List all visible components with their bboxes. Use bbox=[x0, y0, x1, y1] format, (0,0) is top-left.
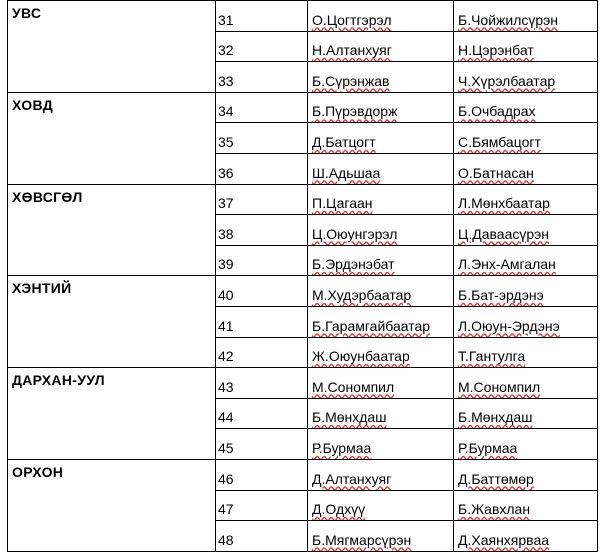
candidate-name-cell bbox=[308, 429, 454, 460]
second-candidate-name: Т.Гантулга bbox=[458, 348, 526, 365]
candidate-name-cell bbox=[308, 276, 454, 307]
second-candidate-name: Ц.Даваасүрэн bbox=[458, 225, 550, 242]
second-candidate-name: Д.Баттөмөр bbox=[458, 470, 534, 487]
second-candidate-name: Б.Мөнхдаш bbox=[458, 409, 533, 426]
second-candidate-name-cell bbox=[454, 490, 598, 521]
district-number: 41 bbox=[216, 306, 308, 337]
candidate-name-cell bbox=[308, 215, 454, 246]
district-number: 36 bbox=[216, 153, 308, 184]
table-row bbox=[8, 184, 598, 215]
second-candidate-name: О.Батнасан bbox=[458, 164, 534, 181]
table-row bbox=[8, 1, 598, 32]
candidate-name-cell bbox=[308, 490, 454, 521]
table-row bbox=[8, 459, 598, 490]
candidate-name: Д.Батцогт bbox=[312, 133, 376, 150]
second-candidate-name-cell bbox=[454, 459, 598, 490]
candidate-name: Б.Эрдэнэбат bbox=[312, 256, 395, 273]
candidate-name: М.Худэрбаатар bbox=[312, 286, 412, 303]
candidate-name-cell bbox=[308, 184, 454, 215]
district-number: 37 bbox=[216, 184, 308, 215]
region-name: ОРХОН bbox=[8, 459, 216, 551]
candidate-name: Ж.Оюунбаатар bbox=[312, 348, 410, 365]
table-row bbox=[8, 92, 598, 123]
candidate-name-cell bbox=[308, 92, 454, 123]
district-number: 40 bbox=[216, 276, 308, 307]
second-candidate-name-cell bbox=[454, 1, 598, 32]
candidates-table bbox=[7, 0, 598, 552]
region-name: ХОВД bbox=[8, 92, 216, 184]
candidate-name-cell bbox=[308, 306, 454, 337]
second-candidate-name-cell bbox=[454, 521, 598, 552]
region-name: ХӨВСГӨЛ bbox=[8, 184, 216, 276]
candidate-name: Ш.Адьшаа bbox=[312, 164, 381, 181]
second-candidate-name-cell bbox=[454, 153, 598, 184]
second-candidate-name-cell bbox=[454, 31, 598, 62]
candidate-name-cell bbox=[308, 368, 454, 399]
candidate-name-cell bbox=[308, 123, 454, 154]
candidate-name: Б.Мягмарсүрэн bbox=[312, 531, 412, 548]
second-candidate-name: Л.Мөнхбаатар bbox=[458, 195, 550, 212]
candidate-name-cell bbox=[308, 521, 454, 552]
second-candidate-name: Р.Бурмаа bbox=[458, 439, 518, 456]
second-candidate-name-cell bbox=[454, 215, 598, 246]
second-candidate-name: Б.Очбадрах bbox=[458, 103, 536, 120]
district-number: 39 bbox=[216, 245, 308, 276]
district-number: 33 bbox=[216, 62, 308, 93]
candidate-name: Р.Бурмаа bbox=[312, 439, 372, 456]
candidate-name: М.Сономпил bbox=[312, 378, 395, 395]
candidate-name-cell bbox=[308, 337, 454, 368]
district-number: 38 bbox=[216, 215, 308, 246]
region-name: УВС bbox=[8, 1, 216, 93]
second-candidate-name: С.Бямбацогт bbox=[458, 133, 541, 150]
second-candidate-name: Б.Чойжилсүрэн bbox=[458, 11, 559, 28]
candidates-table-body bbox=[8, 1, 598, 552]
candidate-name: Б.Пүрэвдорж bbox=[312, 103, 398, 120]
candidate-name: Н.Алтанхуяг bbox=[312, 42, 392, 59]
candidate-name-cell bbox=[308, 31, 454, 62]
region-name: ХЭНТИЙ bbox=[8, 276, 216, 368]
district-number: 34 bbox=[216, 92, 308, 123]
second-candidate-name: Д.Хаянхярваа bbox=[458, 531, 550, 548]
candidate-name-cell bbox=[308, 153, 454, 184]
second-candidate-name-cell bbox=[454, 398, 598, 429]
district-number: 35 bbox=[216, 123, 308, 154]
table-row bbox=[8, 276, 598, 307]
candidate-name: О.Цогтгэрэл bbox=[312, 11, 392, 28]
candidate-name-cell bbox=[308, 398, 454, 429]
table-row bbox=[8, 368, 598, 399]
second-candidate-name: Б.Бат-эрдэнэ bbox=[458, 286, 544, 303]
second-candidate-name-cell bbox=[454, 245, 598, 276]
district-number: 31 bbox=[216, 1, 308, 32]
candidate-name: П.Цагаан bbox=[312, 195, 373, 212]
candidate-name: Б.Мөнхдаш bbox=[312, 409, 387, 426]
candidate-name: Б.Гарамгайбаатар bbox=[312, 317, 431, 334]
second-candidate-name-cell bbox=[454, 368, 598, 399]
second-candidate-name-cell bbox=[454, 123, 598, 154]
district-number: 48 bbox=[216, 521, 308, 552]
second-candidate-name: Л.Энх-Амгалан bbox=[458, 256, 556, 273]
candidate-name-cell bbox=[308, 459, 454, 490]
second-candidate-name: Б.Жавхлан bbox=[458, 501, 531, 518]
second-candidate-name-cell bbox=[454, 306, 598, 337]
second-candidate-name: Ч.Хүрэлбаатар bbox=[458, 72, 556, 89]
second-candidate-name-cell bbox=[454, 337, 598, 368]
candidate-name-cell bbox=[308, 245, 454, 276]
region-name: ДАРХАН-УУЛ bbox=[8, 368, 216, 460]
second-candidate-name-cell bbox=[454, 92, 598, 123]
district-number: 32 bbox=[216, 31, 308, 62]
candidate-name: Ц.Оюунгэрэл bbox=[312, 225, 398, 242]
second-candidate-name: Н.Цэрэнбат bbox=[458, 42, 534, 59]
second-candidate-name-cell bbox=[454, 276, 598, 307]
district-number: 42 bbox=[216, 337, 308, 368]
second-candidate-name-cell bbox=[454, 429, 598, 460]
second-candidate-name-cell bbox=[454, 184, 598, 215]
candidate-name-cell bbox=[308, 1, 454, 32]
candidate-name-cell bbox=[308, 62, 454, 93]
district-number: 46 bbox=[216, 459, 308, 490]
candidate-name: Д.Алтанхуяг bbox=[312, 470, 392, 487]
second-candidate-name: Л.Оюун-Эрдэнэ bbox=[458, 317, 560, 334]
second-candidate-name: М.Сономпил bbox=[458, 378, 541, 395]
district-number: 47 bbox=[216, 490, 308, 521]
district-number: 43 bbox=[216, 368, 308, 399]
district-number: 45 bbox=[216, 429, 308, 460]
candidate-name: Д.Одхүү bbox=[312, 501, 366, 518]
district-number: 44 bbox=[216, 398, 308, 429]
second-candidate-name-cell bbox=[454, 62, 598, 93]
candidate-name: Б.Сүрэнжав bbox=[312, 72, 390, 89]
